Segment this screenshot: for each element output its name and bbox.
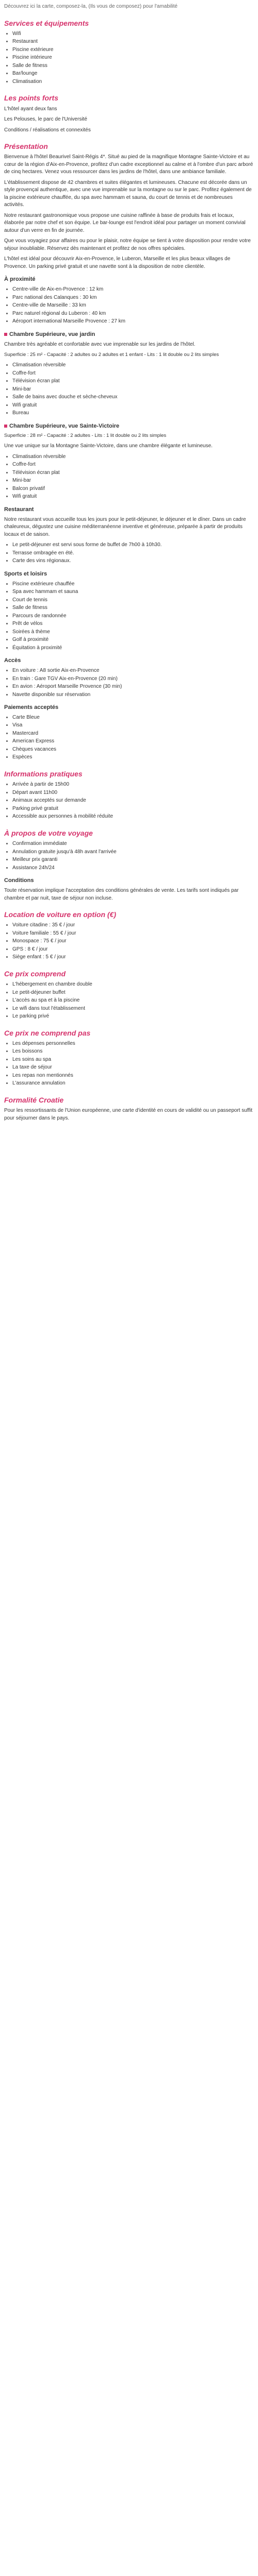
list-item: • GPS : 8 € / jour [12,946,254,954]
restaurant-title: Restaurant [4,506,34,513]
price-list [4,981,254,1021]
room2-details: Superficie : 28 m² - Capacité : 2 adultes - Lits : 1 lit double ou 2 lits simples [4,433,167,439]
list-item: • Prêt de vélos [12,620,254,628]
presentation-paragraph: L'hôtel est idéal pour découvrir Aix-en-Provence, le Luberon, Marseille et les plus beaux villages de Provence. Un parking privé gratuit et une navette sont à la disposition de notre clientèle. [4,256,231,269]
list-item: • Parc naturel régional du Luberon : 40 km [12,310,254,318]
presentation-paragraph: Bienvenue à l'hôtel Beaurivel Saint-Régis 4*. Situé au pied de la magnifique Montagne Sainte-Victoire et au cœur de la région d'Aix-en-Provence, profitez d'un cadre exceptionnel au calme et à l'ombre d'un parc arboré de cinq hectares. Venez vous ressourcer dans les jardins de l'hôtel, dans une ambiance familiale. [4,154,253,175]
list-item: • Centre-ville de Aix-en-Provence : 12 km [12,286,254,294]
restaurant-text: Notre restaurant vous accueille tous les jours pour le petit-déjeuner, le déjeuner et le dîner. Dans un cadre chaleureux, dégustez une cuisine méditerranéenne inventive et généreuse, préparée à partir de produits locaux et de saison. [4,516,246,537]
price-title: Ce prix comprend [4,969,66,978]
points-section [4,93,254,134]
list-item: • Piscine extérieure chauffée [12,581,254,588]
list-item: • Parking privé gratuit [12,805,254,813]
list-item: • L'accès au spa et à la piscine [12,997,254,1005]
access-title: Accès [4,657,21,664]
list-item: • Coffre-fort [12,461,254,469]
list-item: • En train : Gare TGV Aix-en-Provence (20 min) [12,675,254,683]
intro-text: Découvrez ici la carte, composez-la, (Ils vous de composez) pour l'amabilité [4,4,178,9]
info-list [4,781,254,821]
list-item: • Assistance 24h/24 [12,865,254,872]
list-item: • Les dépenses personnelles [12,1040,254,1048]
room1-title-text: Chambre Supérieure, vue jardin [9,331,95,337]
list-item: • Mini-bar [12,477,254,485]
presentation-section [4,141,254,270]
points-title: Les points forts [4,94,59,103]
list-item: • Climatisation réversible [12,453,254,461]
info-section [4,769,254,821]
access-section [4,657,254,699]
list-item: • Bar/lounge [12,70,254,78]
list-item: • Coffre-fort [12,370,254,378]
list-item: • Parcours de randonnée [12,613,254,620]
list-item: • Voiture citadine : 35 € / jour [12,922,254,929]
notincluded-list [4,1040,254,1088]
list-item: • Wifi gratuit [12,402,254,410]
list-item: • Climatisation réversible [12,362,254,369]
list-item: • Aéroport international Marseille Provence : 27 km [12,318,254,326]
list-item: • Wifi [12,30,254,38]
room2-section [4,422,254,501]
formality-text: Pour les ressortissants de l'Union européenne, une carte d'identité en cours de validité ou un passeport suffit pour séjourner dans le pays. [4,1108,253,1121]
list-item: • Les soins au spa [12,1056,254,1064]
list-item: • En voiture : A8 sortie Aix-en-Provence [12,667,254,675]
list-item: • Wifi gratuit [12,493,254,501]
list-item: • Carte des vins régionaux. [12,557,254,565]
nearby-section [4,276,254,325]
list-item: • Espèces [12,754,254,761]
list-item: • American Express [12,738,254,745]
list-item: • Départ avant 11h00 [12,789,254,797]
list-item: • Parc national des Calanques : 30 km [12,294,254,302]
list-item: • Navette disponible sur réservation [12,691,254,699]
list-item: • Accessible aux personnes à mobilité réduite [12,813,254,821]
list-item: • Climatisation [12,78,254,86]
list-item: • Les boissons [12,1048,254,1056]
points-line: Conditions / réalisations et connexités [4,127,91,133]
access-list [4,667,254,699]
about-list [4,840,254,872]
nearby-title: À proximité [4,276,36,283]
room2-intro: Une vue unique sur la Montagne Sainte-Victoire, dans une chambre élégante et lumineuse. [4,443,213,449]
room1-intro: Chambre très agréable et confortable avec vue imprenable sur les jardins de l'hôtel. [4,341,196,347]
bullet-square-icon [4,333,7,336]
points-line: L'hôtel ayant deux fans [4,106,57,112]
list-item: • Salle de fitness [12,62,254,70]
services-title: Services et équipements [4,19,89,27]
list-item: • Balcon privatif [12,485,254,493]
formality-title: Formalité Croatie [4,1095,64,1104]
list-item: • Bureau [12,410,254,417]
conditions-text: Toute réservation implique l'acceptation des conditions générales de vente. Les tarifs sont indiqués par chambre et par nuit, taxe de séjour non incluse. [4,888,239,901]
room1-details: Superficie : 25 m² - Capacité : 2 adultes ou 2 adultes et 1 enfant - Lits : 1 lit double ou 2 lits simples [4,352,219,358]
list-item: • Le parking privé [12,1013,254,1021]
nearby-list [4,286,254,326]
list-item: • Spa avec hammam et sauna [12,588,254,596]
payments-list [4,714,254,761]
room1-section [4,331,254,417]
sports-list [4,581,254,652]
list-item: • Télévision écran plat [12,469,254,477]
restaurant-extras [4,541,254,565]
sports-section [4,570,254,652]
list-item: • Salle de bains avec douche et sèche-cheveux [12,394,254,401]
list-item: • Soirées à thème [12,629,254,636]
conditions-section [4,877,254,902]
list-item: • Voiture familiale : 55 € / jour [12,930,254,938]
points-line: Les Pelouses, le parc de l'Université [4,116,87,123]
notincluded-title: Ce prix ne comprend pas [4,1028,91,1037]
list-item: • L'assurance annulation [12,1080,254,1088]
list-item: • Centre-ville de Marseille : 33 km [12,302,254,310]
list-item: • Les repas non mentionnés [12,1072,254,1080]
list-item: • Le petit-déjeuner est servi sous forme de buffet de 7h00 à 10h30. [12,541,254,549]
location-title: Location de voiture en option (€) [4,910,116,919]
location-section [4,909,254,961]
room2-title-text: Chambre Supérieure, vue Sainte-Victoire [9,422,120,429]
list-item: • Chèques vacances [12,746,254,754]
formality-section [4,1095,254,1122]
about-title: À propos de votre voyage [4,828,93,837]
list-item: • Le petit-déjeuner buffet [12,989,254,997]
presentation-paragraph: Notre restaurant gastronomique vous propose une cuisine raffinée à base de produits frais et locaux, élaborée par notre chef et son équipe. Le bar-lounge est l'endroit idéal pour partager un moment convivial autour d'un verre en fin de journée. [4,212,246,233]
list-item: • Mastercard [12,730,254,738]
sports-title: Sports et loisirs [4,570,47,577]
room2-amenities [4,453,254,501]
payments-title: Paiements acceptés [4,704,59,711]
list-item: • Piscine intérieure [12,54,254,62]
list-item: • Siège enfant : 5 € / jour [12,954,254,961]
list-item: • Piscine extérieure [12,46,254,54]
list-item: • Terrasse ombragée en été. [12,550,254,557]
list-item: • Carte Bleue [12,714,254,722]
list-item: • Animaux acceptés sur demande [12,797,254,805]
list-item: • Court de tennis [12,597,254,604]
list-item: • Mini-bar [12,386,254,394]
list-item: • Monospace : 75 € / jour [12,938,254,945]
restaurant-section [4,506,254,565]
list-item: • Télévision écran plat [12,378,254,385]
room1-title [4,331,254,339]
list-item: • Golf à proximité [12,636,254,644]
about-section [4,828,254,872]
services-section [4,18,254,86]
list-item: • L'hébergement en chambre double [12,981,254,989]
list-item: • Annulation gratuite jusqu'à 48h avant l'arrivée [12,849,254,856]
bullet-square-icon [4,425,7,428]
notincluded-section [4,1028,254,1088]
conditions-title: Conditions [4,877,34,884]
price-section [4,969,254,1021]
presentation-paragraph: L'établissement dispose de 42 chambres et suites élégantes et lumineuses. Chacune est décorée dans un style provençal authentique, avec une vue imprenable sur la montagne ou sur le parc. Profitez également de la piscine extérieure chauffée, du spa avec hammam et sauna, du court de tennis et de nombreuses activités. [4,179,252,208]
info-title: Informations pratiques [4,769,83,778]
list-item: • Meilleur prix garanti [12,856,254,864]
services-list [4,30,254,86]
list-item: • Équitation à proximité [12,645,254,652]
list-item: • Confirmation immédiate [12,840,254,848]
payments-section [4,704,254,761]
presentation-paragraph: Que vous voyagiez pour affaires ou pour le plaisir, notre équipe se tient à votre disposition pour rendre votre séjour inoubliable. Réservez dès maintenant et profitez de nos offres spéciales. [4,238,251,251]
room2-title [4,422,254,431]
list-item: • En avion : Aéroport Marseille Provence (30 min) [12,683,254,691]
list-item: • Salle de fitness [12,604,254,612]
list-item: • La taxe de séjour [12,1064,254,1072]
list-item: • Restaurant [12,38,254,46]
page [0,0,258,1131]
presentation-title: Présentation [4,142,48,151]
location-list [4,922,254,961]
list-item: • Arrivée à partir de 15h00 [12,781,254,789]
room1-amenities [4,362,254,417]
list-item: • Le wifi dans tout l'établissement [12,1005,254,1013]
list-item: • Visa [12,722,254,730]
